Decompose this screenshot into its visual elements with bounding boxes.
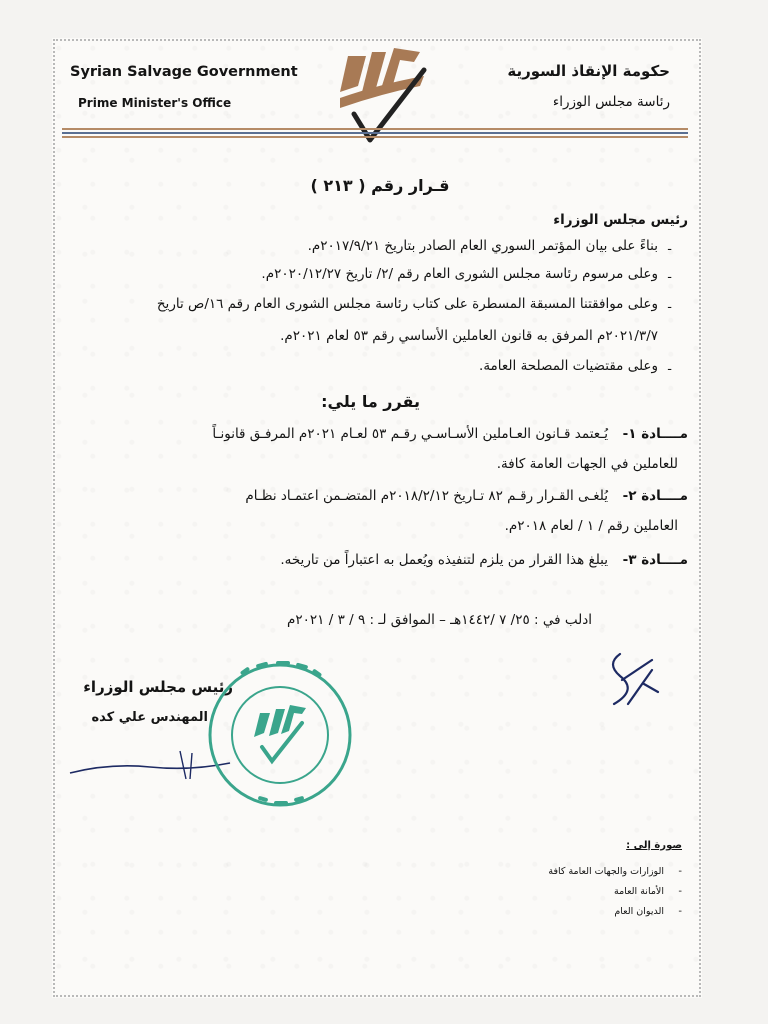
preamble-bullet: - <box>667 362 672 377</box>
signatory-title: رئيس مجلس الوزراء <box>83 678 233 696</box>
header-rule-blue <box>62 132 688 134</box>
issue-date: ادلب في : ٢٥/ ٧ /١٤٤٢هـ – الموافق لـ : ٩ / ٣ / ٢٠٢١م <box>287 612 592 628</box>
office-name-en: Prime Minister's Office <box>78 96 232 110</box>
government-name-en: Syrian Salvage Government <box>70 64 298 80</box>
article-2-text-cont: العاملين رقم / ١ / لعام ٢٠١٨م. <box>504 518 678 534</box>
article-3-text: يبلغ هذا القرار من يلزم لتنفيذه ويُعمل به اعتباراً من تاريخه. <box>280 552 608 568</box>
preamble-bullet: - <box>667 242 672 257</box>
preamble-item-2: وعلى مرسوم رئاسة مجلس الشورى العام رقم /٢/ تاريخ ٢٠٢٠/١٢/٢٧م. <box>261 266 658 282</box>
preamble-bullet: - <box>667 270 672 285</box>
copy-recipient-3: الديوان العام <box>614 906 664 917</box>
copy-bullet: - <box>678 906 682 917</box>
article-1-text: يُـعتمد قـانون العـاملين الأسـاسـي رقـم ٥٣ لعـام ٢٠٢١م المرفـق قانونـاً <box>212 426 608 442</box>
copies-to-label: صورة إلى : <box>626 840 682 851</box>
copy-recipient-1: الوزارات والجهات العامة كافة <box>548 866 664 877</box>
article-2-label: مــــادة ٢- <box>622 488 688 504</box>
copy-recipient-2: الأمانة العامة <box>614 886 664 897</box>
decision-title: قـرار رقم ( ٢١٣ ) <box>310 176 450 195</box>
decision-authority: رئيس مجلس الوزراء <box>553 212 688 228</box>
preamble-item-3: وعلى موافقتنا المسبقة المسطرة على كتاب رئاسة مجلس الشورى العام رقم ١٦/ص تاريخ <box>156 296 658 312</box>
official-seal-icon <box>200 655 360 815</box>
article-1-text-cont: للعاملين في الجهات العامة كافة. <box>496 456 678 472</box>
preamble-item-3-cont: ٢٠٢١/٣/٧م المرفق به قانون العاملين الأساسي رقم ٥٣ لعام ٢٠٢١م. <box>280 328 658 344</box>
preamble-bullet: - <box>667 300 672 315</box>
article-3-label: مــــادة ٣- <box>622 552 688 568</box>
handwritten-signature-icon <box>600 640 670 715</box>
preamble-item-4: وعلى مقتضيات المصلحة العامة. <box>479 358 658 374</box>
signatory-name: المهندس علي كده <box>91 710 208 725</box>
article-1-label: مــــادة ١- <box>622 426 688 442</box>
preamble-item-1: بناءً على بيان المؤتمر السوري العام الصادر بتاريخ ٢٠١٧/٩/٢١م. <box>307 238 658 254</box>
office-name-ar: رئاسة مجلس الوزراء <box>552 94 670 110</box>
copy-bullet: - <box>678 886 682 897</box>
article-2-text: يُلغـى القـرار رقـم ٨٢ تـاريخ ٢٠١٨/٢/١٢م المتضـمن اعتمـاد نظـام <box>245 488 608 504</box>
decides-heading: يقرر ما يلي: <box>321 392 420 411</box>
copy-bullet: - <box>678 866 682 877</box>
header-rule-brown-top <box>62 128 688 130</box>
government-name-ar: حكومة الإنقاذ السورية <box>507 62 670 80</box>
header-rule-brown-bottom <box>62 136 688 138</box>
